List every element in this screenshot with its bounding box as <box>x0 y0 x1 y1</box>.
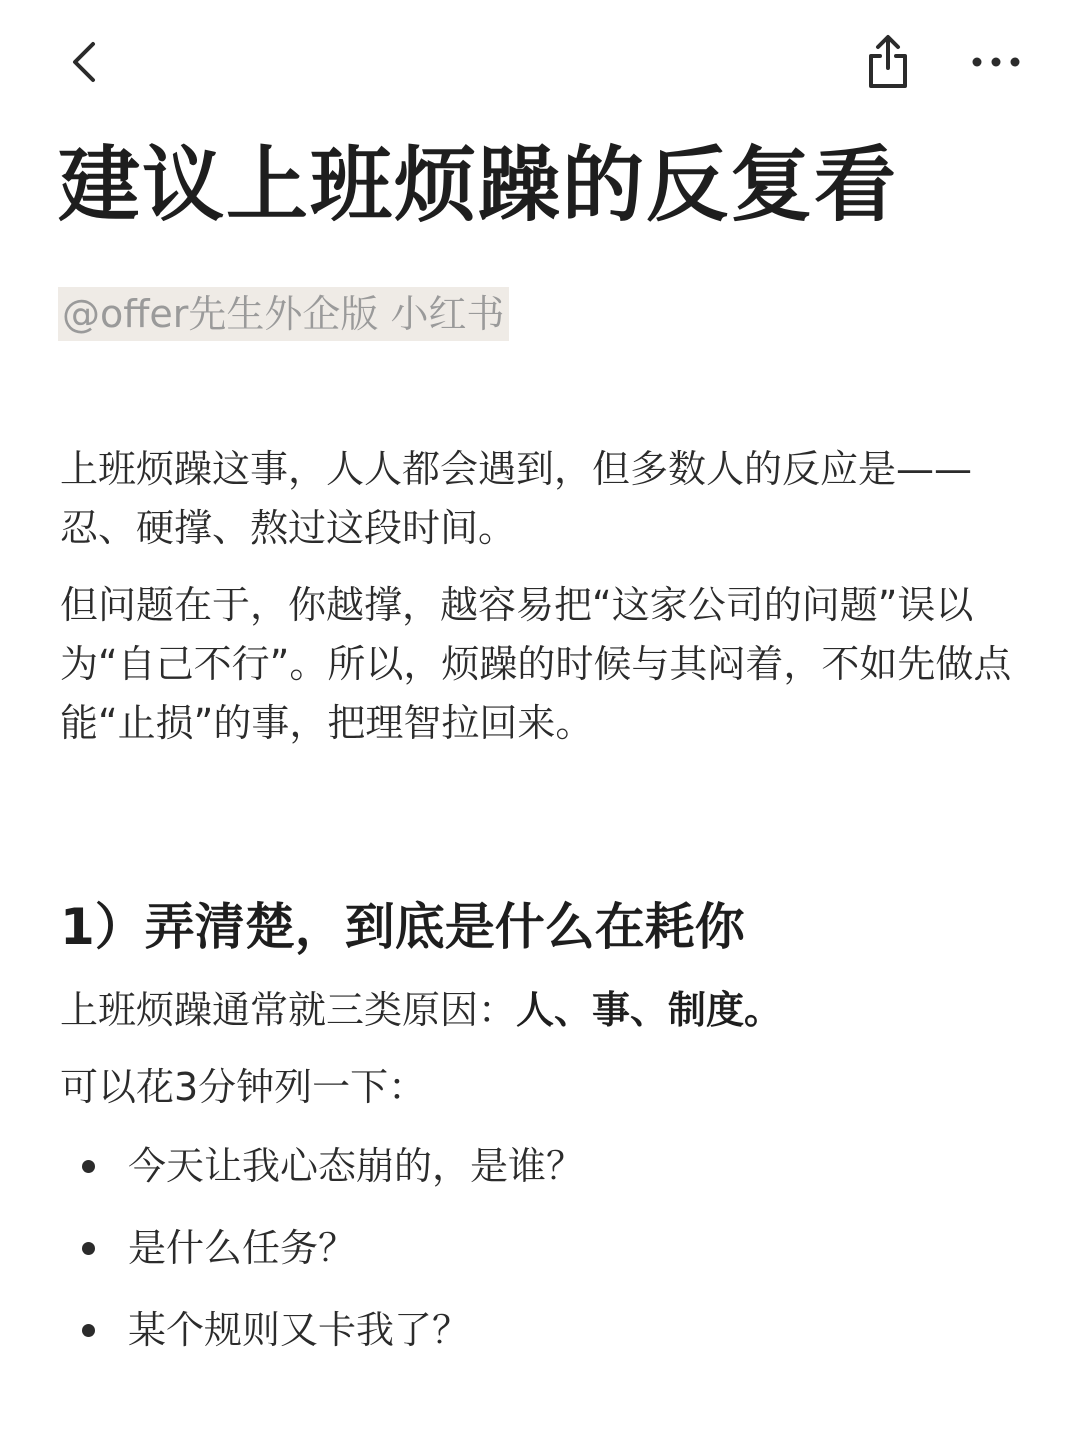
source-tag: @offer先生外企版 小红书 <box>58 287 509 341</box>
share-icon <box>865 34 911 90</box>
note-body <box>60 440 1020 753</box>
list-item-text: 某个规则又卡我了？ <box>128 1308 471 1352</box>
bullet-dot-icon <box>82 1242 95 1255</box>
causes-line <box>60 982 782 1038</box>
bullet-dot-icon <box>82 1160 95 1173</box>
causes-prefix: 上班烦躁通常就三类原因： <box>60 988 517 1032</box>
back-button[interactable] <box>56 34 112 90</box>
causes-emphasis: 人、事、制度。 <box>516 988 783 1032</box>
problem-paragraph: 但问题在于，你越撑，越容易把“这家公司的问题”误以为“自己不行”。所以，烦躁的时候与其闷着，不如先做点能“止损”的事，把理智拉回来。 <box>60 583 1012 745</box>
share-button[interactable] <box>858 30 918 94</box>
section-heading: 1）弄清楚，到底是什么在耗你 <box>60 898 745 956</box>
more-dots-icon <box>971 56 1021 68</box>
more-options-button[interactable] <box>964 38 1028 86</box>
chevron-left-icon <box>69 40 99 84</box>
list-item-text: 今天让我心态崩的，是谁？ <box>128 1144 585 1188</box>
top-navigation-bar <box>0 0 1080 120</box>
list-item-text: 是什么任务？ <box>128 1226 357 1270</box>
note-title: 建议上班烦躁的反复看 <box>58 138 899 233</box>
intro-paragraph: 上班烦躁这事，人人都会遇到，但多数人的反应是——忍、硬撑、熬过这段时间。 <box>60 447 973 550</box>
list-intro-line: 可以花3分钟列一下： <box>60 1065 427 1109</box>
bullet-dot-icon <box>82 1324 95 1337</box>
